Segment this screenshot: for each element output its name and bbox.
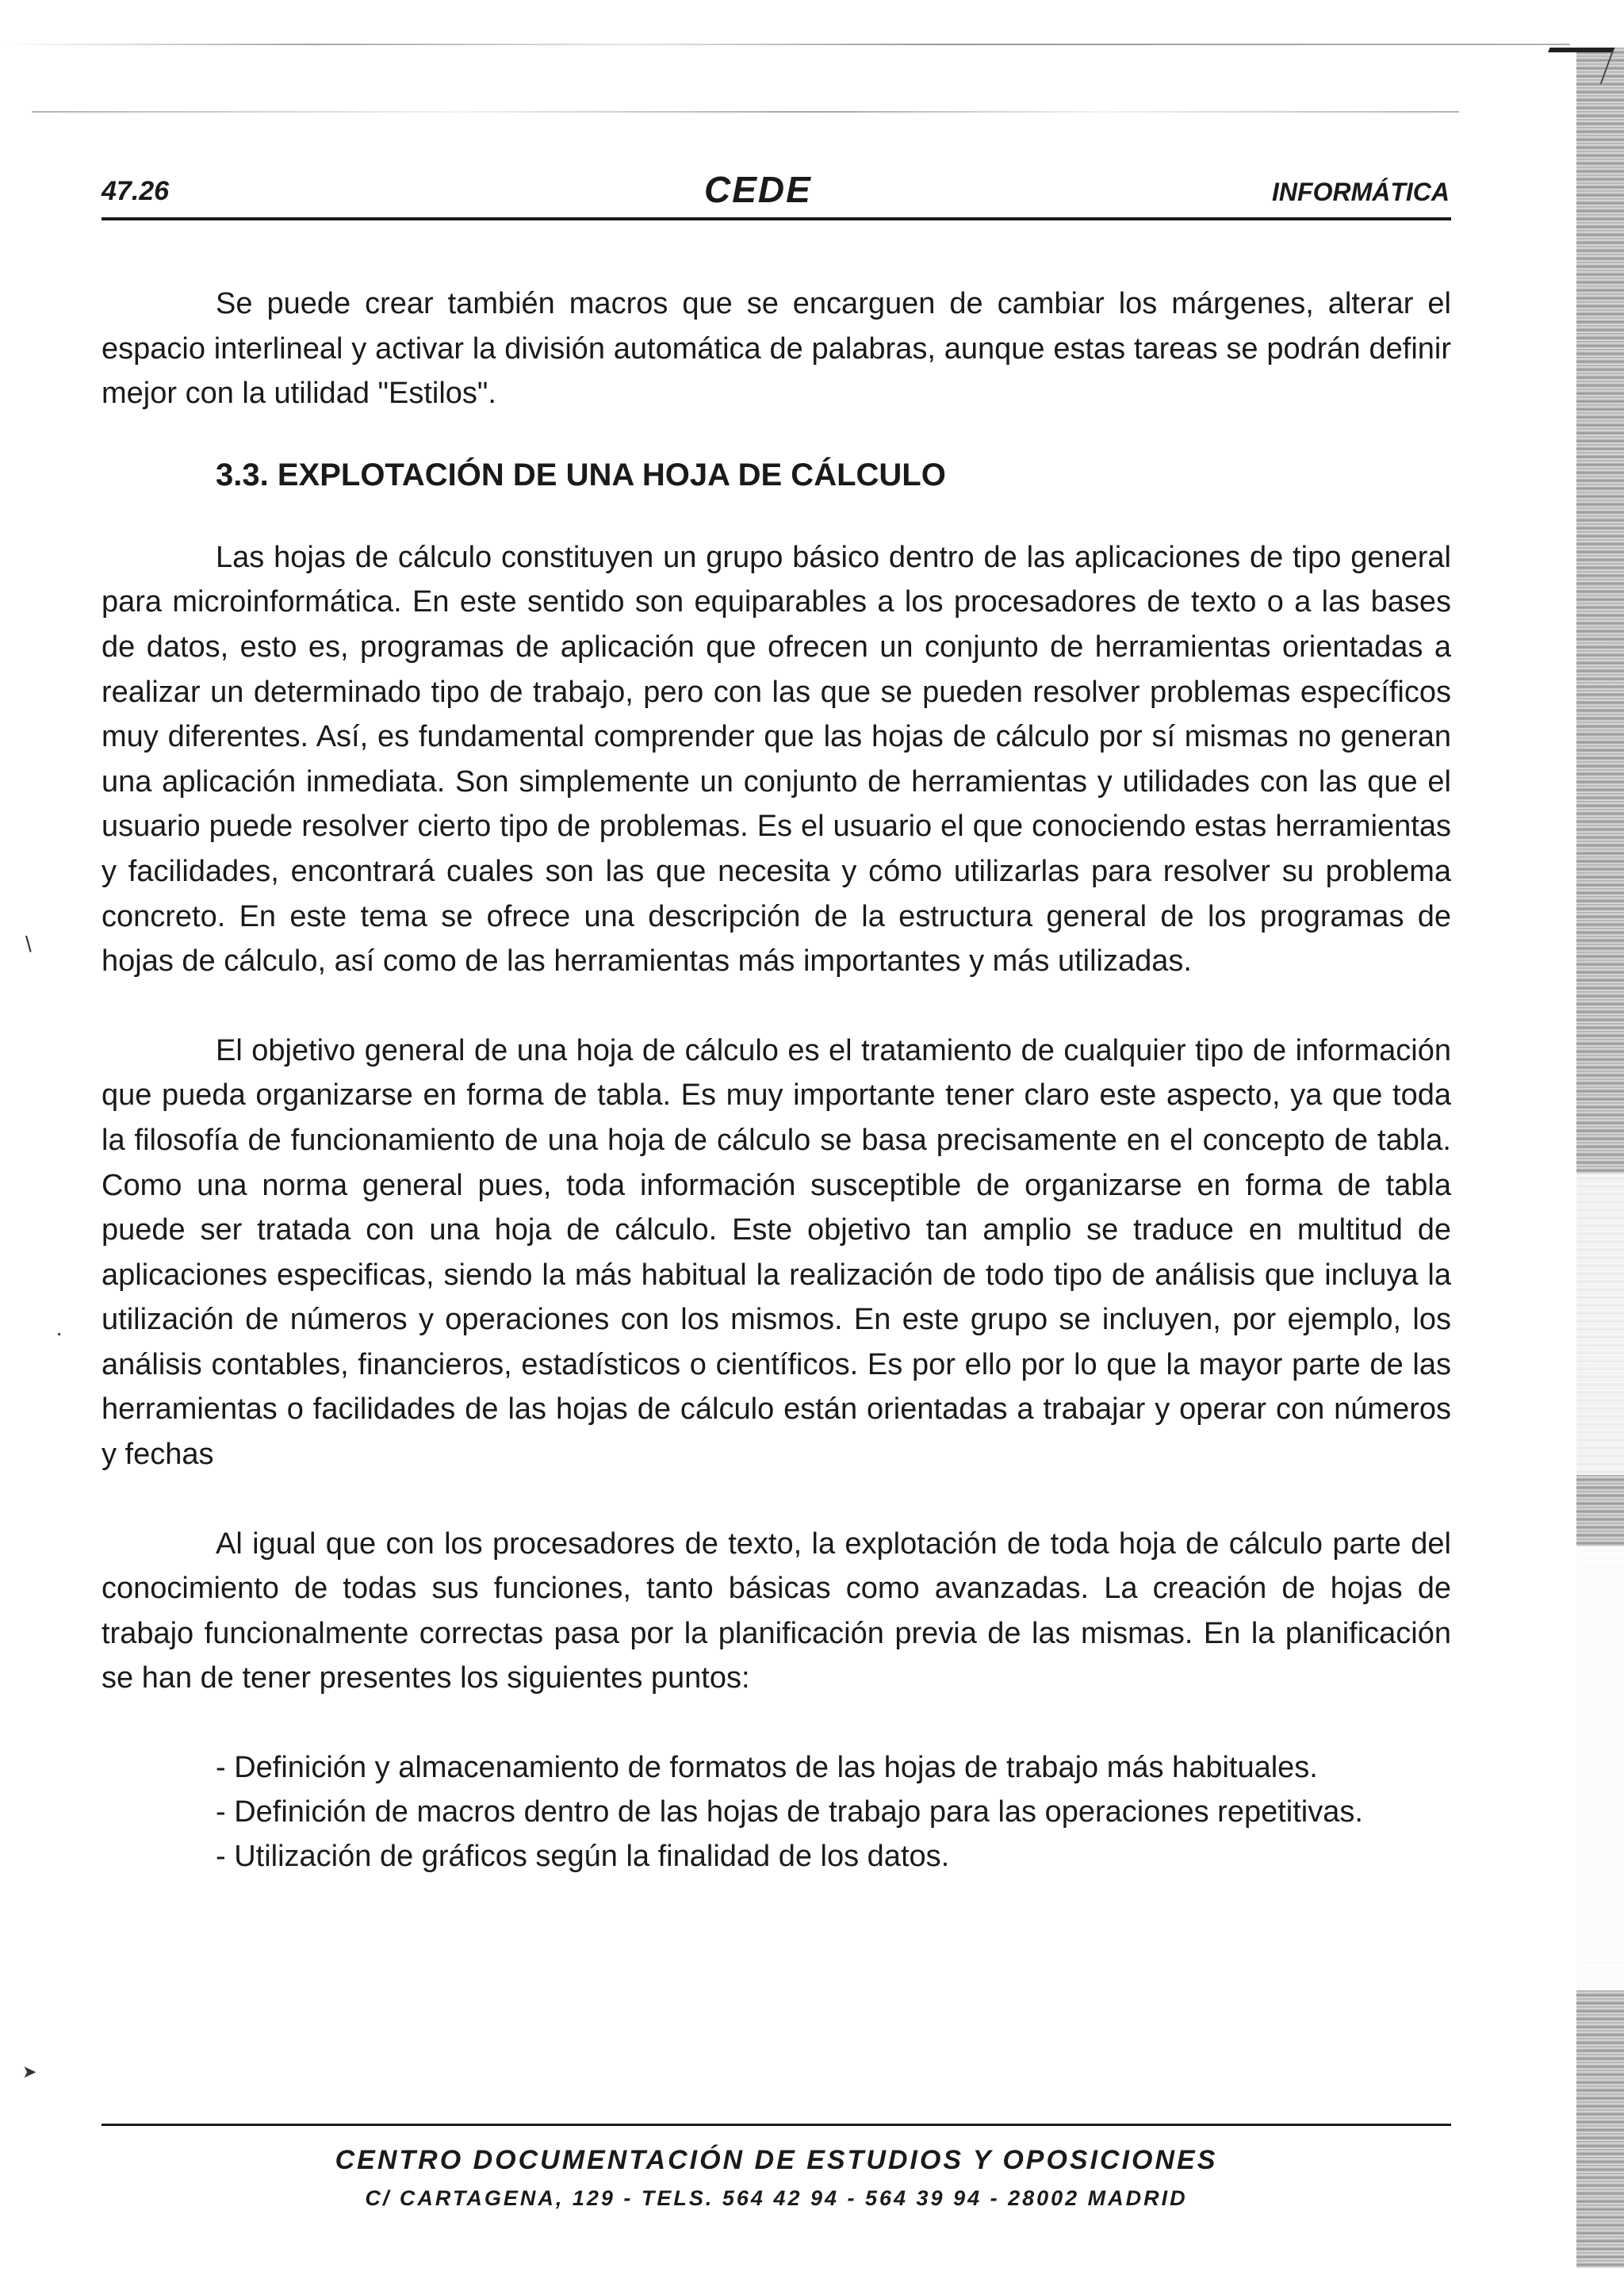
list-item: - Definición de macros dentro de las hojas de trabajo para las operaciones repetitivas. — [216, 1795, 1363, 1829]
scan-edge-gap — [1576, 1174, 1624, 1475]
page-body — [102, 282, 1451, 1879]
intro-paragraph: Se puede crear también macros que se encarguen de cambiar los márgenes, alterar el espacio interlineal y activar la división automática de palabras, aunque estas tareas se podrán definir mejor con la utilidad "Estilos". — [102, 287, 1451, 411]
list-item: - Definición y almacenamiento de formatos de las hojas de trabajo más habituales. — [216, 1751, 1318, 1785]
header-rule — [102, 217, 1451, 220]
page-number: 47.26 — [102, 176, 170, 206]
scan-edge-gap — [1576, 1546, 1624, 1990]
subject-label: INFORMÁTICA — [1272, 178, 1450, 206]
body-paragraph: El objetivo general de una hoja de cálculo es el tratamiento de cualquier tipo de información que pueda organizarse en forma de tabla. Es muy importante tener claro este aspecto, ya que toda la filosofía de funcionamiento de una hoja de cálculo se basa precisamente en el concepto de tabla. Como una norma general pues, toda información susceptible de organizarse en forma de tabla puede ser tratada con una hoja de cálculo. Este objetivo tan amplio se traduce en multitud de aplicaciones especificas, siendo la más habitual la realización de todo tipo de análisis que incluya la utilización de números y operaciones con los mismos. En este grupo se incluyen, por ejemplo, los análisis contables, financieros, estadísticos o científicos. Es por ello por lo que la mayor parte de las herramientas o facilidades de las hojas de cálculo están orientadas a trabajar y operar con números y fechas — [102, 1033, 1451, 1472]
margin-tick: ➤ — [22, 2062, 37, 2082]
margin-tick: · — [56, 1320, 63, 1345]
planning-points-list — [102, 1745, 1451, 1879]
footer-address: C/ CARTAGENA, 129 - TELS. 564 42 94 - 564 39 94 - 28002 MADRID — [365, 2186, 1188, 2210]
body-paragraph: Al igual que con los procesadores de texto, la explotación de toda hoja de cálculo parte del conocimiento de todas sus funciones, tanto básicas como avanzadas. La creación de hojas de trabajo funcionalmente correctas pasa por la planificación previa de las mismas. En la planificación se han de tener presentes los siguientes puntos: — [102, 1526, 1451, 1695]
section-heading — [216, 456, 1451, 494]
scan-artifact-top — [0, 44, 1570, 45]
scan-corner-artifact — [1537, 48, 1615, 84]
footer-organization: CENTRO DOCUMENTACIÓN DE ESTUDIOS Y OPOSICIONES — [335, 2145, 1218, 2175]
publisher-name: CEDE — [704, 169, 812, 210]
page-header — [102, 168, 1450, 216]
margin-tick: \ — [25, 932, 32, 956]
body-paragraph: Las hojas de cálculo constituyen un grupo básico dentro de las aplicaciones de tipo general para microinformática. En este sentido son equiparables a los procesadores de texto o a las bases de datos, esto es, programas de aplicación que ofrecen un conjunto de herramientas orientadas a realizar un determinado tipo de trabajo, pero con las que se pueden resolver problemas específicos muy diferentes. Así, es fundamental comprender que las hojas de cálculo por sí mismas no generan una aplicación inmediata. Son simplemente un conjunto de herramientas y utilidades con las que el usuario puede resolver cierto tipo de problemas. Es el usuario el que conociendo estas herramientas y facilidades, encontrará cuales son las que necesita y cómo utilizarlas para resolver su problema concreto. En este tema se ofrece una descripción de la estructura general de los programas de hojas de cálculo, así como de las herramientas más importantes y más utilizadas. — [102, 540, 1451, 979]
section-title: EXPLOTACIÓN DE UNA HOJA DE CÁLCULO — [277, 457, 946, 492]
list-item: - Utilización de gráficos según la finalidad de los datos. — [216, 1840, 950, 1874]
scan-artifact-top-2 — [32, 111, 1459, 113]
footer-rule — [102, 2124, 1451, 2126]
section-number: 3.3. — [216, 457, 269, 492]
